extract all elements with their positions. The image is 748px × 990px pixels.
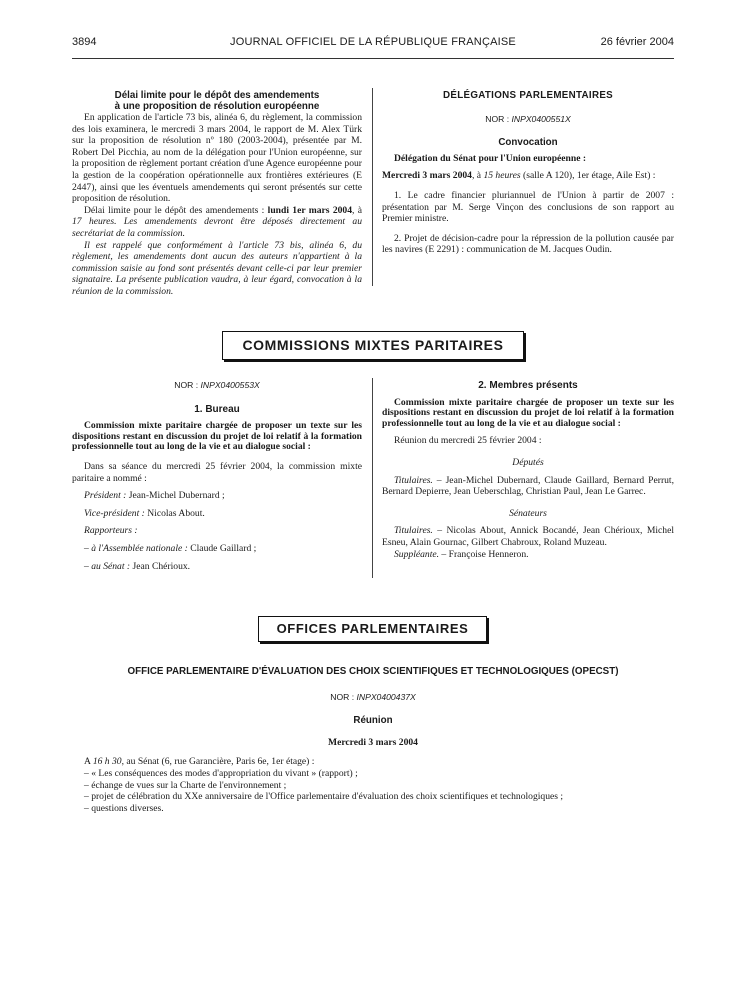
page-header — [72, 36, 674, 52]
commission-title: Commission mixte paritaire chargée de proposer un texte sur les dispositions restant en discussion du projet de loi relatif à la formation professionnelle tout au long de la vie et au dialogue social : — [382, 396, 674, 429]
deadline-date: lundi 1er mars 2004 — [267, 204, 353, 216]
value: – Jean-Michel Dubernard, Claude Gaillard, Bernard Perrut, Bernard Depierre, Jean Ueberschlag, Christian Paul, Jean Le Garrec. — [382, 474, 674, 498]
text-span: (salle A 120), 1er étage, Aile Est) : — [520, 170, 656, 182]
convocation-title: Convocation — [498, 137, 558, 149]
meeting-date — [382, 170, 674, 182]
cmp-bureau-section — [72, 380, 362, 572]
offices-banner: OFFICES PARLEMENTAIRES — [258, 616, 487, 642]
paragraph: En application de l'article 73 bis, alinéa 6, du règlement, la commission des lois examinera, le mercredi 3 mars 2004, le rapport de M. Alex Türk sur la proposition de résolution nº 180 (2003-2004), présentée par M. Robert Del Picchia, au nom de la délégation pour l'Union européenne, sur la proposition de règlement portant création d'une Agence européenne pour la gestion de la coopération opérationnelle aux frontières extérieures (E 2447), ainsi que les éventuels amendements qui seront présentés sur cette proposition de résolution. — [72, 112, 362, 205]
title-line: Délai limite pour le dépôt des amendements — [114, 90, 320, 101]
delegations-section — [382, 90, 674, 256]
value: Jean-Michel Dubernard ; — [126, 490, 225, 502]
text-span: , au Sénat (6, rue Garancière, Paris 6e, 1er étage) : — [121, 756, 315, 768]
reunion-title: Réunion — [353, 715, 393, 727]
deputes-list — [382, 475, 674, 498]
text-span: A — [84, 756, 93, 768]
agenda-item: – échange de vues sur la Charte de l'environnement ; — [84, 779, 287, 791]
deputes-heading: Députés — [512, 456, 544, 468]
section-title — [72, 90, 362, 112]
label: – au Sénat : — [84, 560, 131, 572]
agenda-item: – « Les conséquences des modes d'appropriation du vivant » (rapport) ; — [84, 767, 358, 779]
agenda-intro — [72, 756, 674, 768]
vice-president-line — [72, 508, 362, 520]
text-span: , à — [471, 170, 484, 182]
rapporteur-senat-line — [72, 561, 362, 573]
agenda-item: – questions diverses. — [84, 802, 164, 814]
delegation-name: Délégation du Sénat pour l'Union européenne : — [394, 152, 587, 164]
paragraph: Il est rappelé que conformément à l'article 73 bis, alinéa 6, du règlement, les amendements dont aucun des auteurs n'appartient à la commission saisie au fond sont présentés devant celle-ci par leur premier signataire. La présente publication vaudra, à leur égard, convocation à la réunion de la commission. — [72, 239, 362, 297]
nor-label: NOR : — [485, 113, 512, 124]
deadline-hour: 17 heures — [72, 216, 115, 228]
label: Suppléante. — [394, 548, 440, 560]
text-span: , à — [352, 204, 362, 216]
paragraph — [72, 205, 362, 240]
rapporteur-an-line — [72, 543, 362, 555]
opecst-section — [72, 666, 674, 814]
page-number: 3894 — [72, 36, 97, 48]
label: Titulaires. — [394, 474, 433, 486]
label: Vice-président : — [84, 507, 145, 519]
title-line: à une proposition de résolution européenne — [114, 101, 320, 112]
label: – à l'Assemblée nationale : — [84, 542, 188, 554]
opecst-title: OFFICE PARLEMENTAIRE D'ÉVALUATION DES CHOIX SCIENTIFIQUES ET TECHNOLOGIQUES (OPECST) — [127, 666, 619, 677]
suppleante-line — [382, 549, 674, 561]
nor-label: NOR : — [174, 380, 201, 390]
value: – Nicolas About, Annick Bocandé, Jean Chérioux, Michel Esneu, Alain Gournac, Gilbert Chabroux, Roland Muzeau. — [382, 525, 674, 548]
column-divider — [372, 378, 373, 578]
senateurs-heading: Sénateurs — [509, 507, 547, 519]
label: Titulaires. — [394, 525, 433, 537]
agenda-item: 1. Le cadre financier pluriannuel de l'Union à partir de 2007 : présentation par M. Serge Vinçon des conclusions de son rapport au Premier ministre. — [382, 189, 674, 225]
meeting-hour: 15 heures — [483, 170, 521, 182]
agenda-item: 2. Projet de décision-cadre pour la répression de la pollution causée par les navires (E 2291) : communication de M. Jacques Oudin. — [382, 232, 674, 256]
senateurs-list — [382, 525, 674, 548]
nor-label: NOR : — [330, 691, 357, 702]
nor-code: INPX0400553X — [200, 380, 260, 390]
section-title: DÉLÉGATIONS PARLEMENTAIRES — [443, 90, 613, 101]
header-rule — [72, 58, 674, 59]
value: Nicolas About. — [144, 507, 205, 519]
cmp-membres-section — [382, 380, 674, 560]
journal-title: JOURNAL OFFICIEL DE LA RÉPUBLIQUE FRANÇAISE — [230, 36, 516, 48]
agenda-item: – projet de célébration du XXe anniversaire de l'Office parlementaire d'évaluation des choix scientifiques et technologiques ; — [84, 791, 564, 803]
nor-reference — [382, 114, 674, 126]
text-span: . Les amendements devront être déposés directement au secrétariat de la commission. — [72, 216, 362, 239]
amendments-deadline-section — [72, 90, 362, 298]
reunion-date: Réunion du mercredi 25 février 2004 : — [394, 435, 542, 447]
reunion-date: Mercredi 3 mars 2004 — [328, 736, 418, 748]
nor-code: INPX0400437X — [356, 691, 416, 702]
nor-code: INPX0400551X — [511, 113, 571, 124]
value: – Françoise Henneron. — [439, 548, 529, 560]
seance-text: Dans sa séance du mercredi 25 février 2004, la commission mixte paritaire a nommé : — [72, 460, 362, 484]
value: Claude Gaillard ; — [187, 542, 257, 554]
nor-reference — [72, 692, 674, 704]
membres-title: 2. Membres présents — [478, 380, 578, 391]
issue-date: 26 février 2004 — [600, 36, 674, 48]
nor-reference — [72, 380, 362, 392]
meeting-hour: 16 h 30 — [92, 756, 122, 768]
text-span: Délai limite pour le dépôt des amendements : — [84, 204, 268, 216]
cmp-banner: COMMISSIONS MIXTES PARITAIRES — [222, 331, 524, 360]
rapporteurs-label: Rapporteurs : — [84, 525, 138, 537]
label: Président : — [84, 490, 127, 502]
date-bold: Mercredi 3 mars 2004 — [382, 170, 472, 182]
president-line — [72, 490, 362, 502]
value: Jean Chérioux. — [130, 560, 191, 572]
bureau-title-text: 1. Bureau — [194, 403, 240, 415]
column-divider — [372, 88, 373, 286]
commission-title: Commission mixte paritaire chargée de proposer un texte sur les dispositions restant en discussion du projet de loi relatif à la formation professionnelle tout au long de la vie et au dialogue social : — [72, 420, 362, 453]
bureau-title — [72, 404, 362, 416]
